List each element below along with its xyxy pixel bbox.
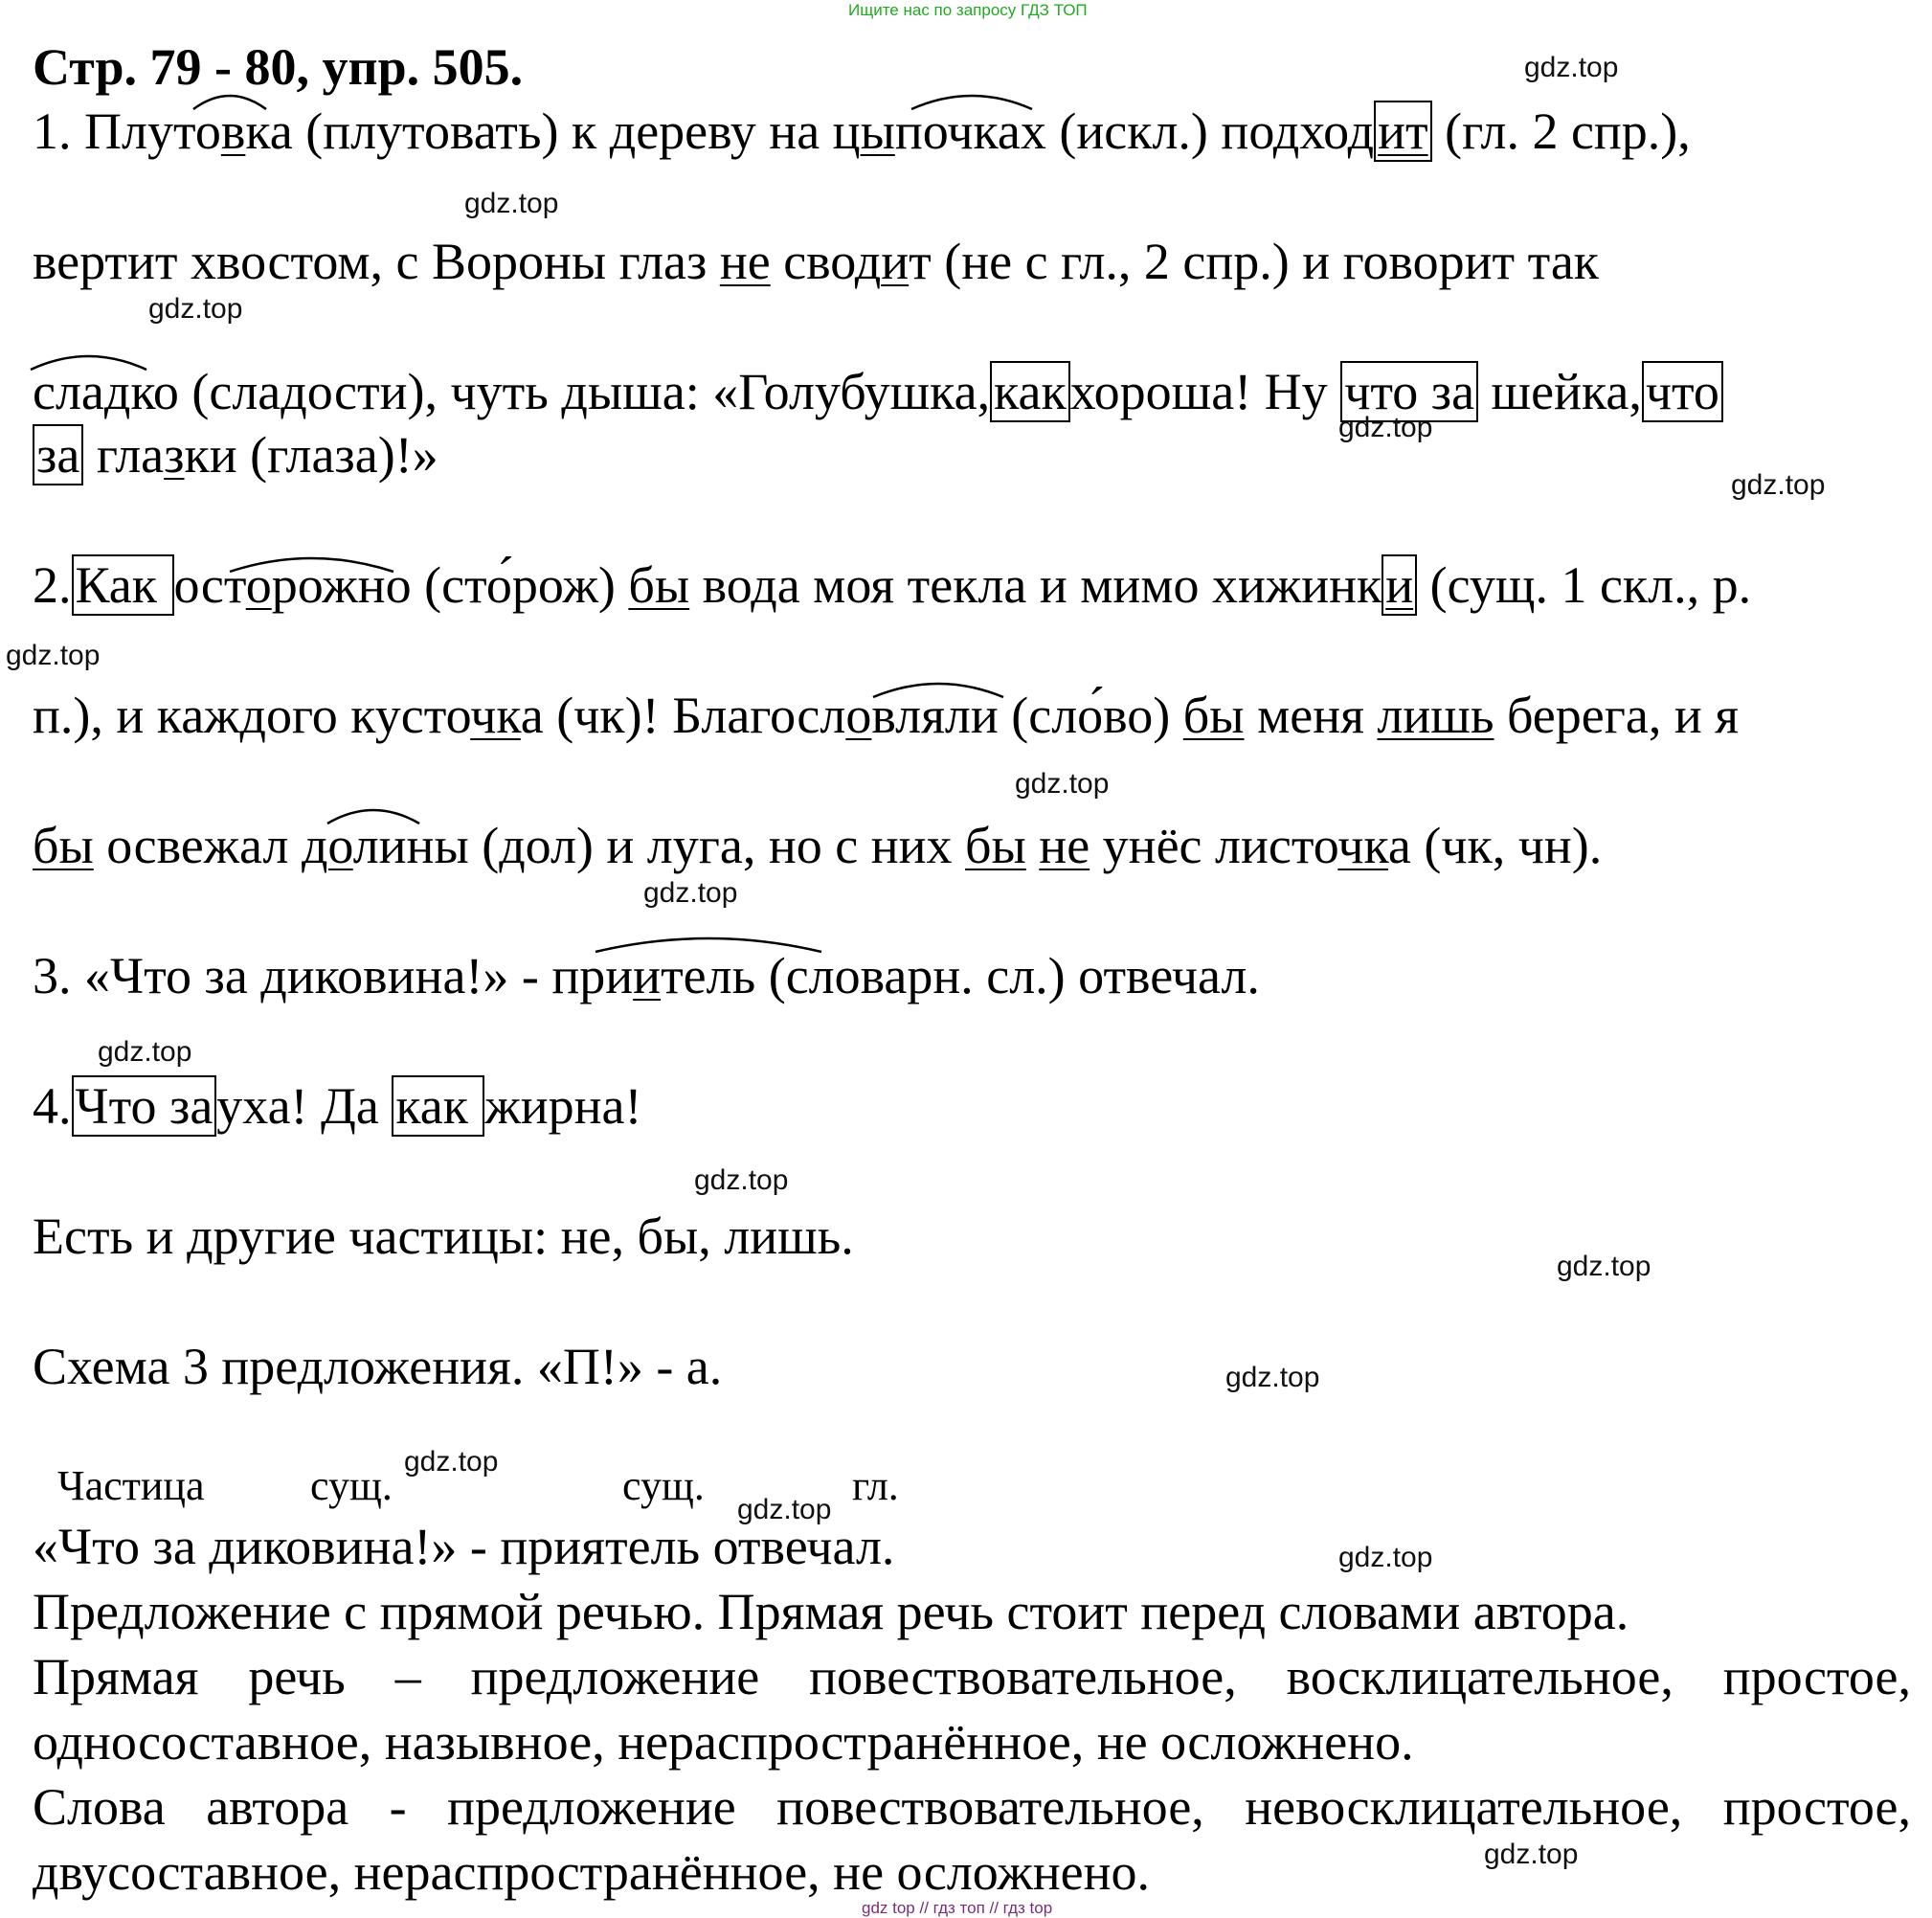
sentence-1-line-3 <box>33 363 1723 420</box>
scheme-label-verb: гл. <box>852 1462 899 1509</box>
watermark: gdz.top <box>98 1036 192 1068</box>
particle-box: что за <box>1340 361 1478 422</box>
text-segment: освежал <box>93 817 302 874</box>
underlined-letter: з <box>164 426 185 484</box>
analysis-line-1: Предложение с прямой речью. Прямая речь стоит перед словами автора. <box>33 1583 1629 1640</box>
underlined-particle: не <box>719 233 771 290</box>
watermark: gdz.top <box>6 640 101 671</box>
watermark: gdz.top <box>1338 412 1433 443</box>
text-segment: а (чк)! Благосл <box>520 687 846 744</box>
page-title: Стр. 79 - 80, упр. 505. <box>33 38 524 96</box>
analysis-line-4: Слова автора - предложение повествовательное, невосклицательное, простое, <box>33 1778 1911 1836</box>
root-arc <box>871 676 1005 699</box>
root-arc <box>29 349 148 372</box>
sentence-1-line-1 <box>33 102 1691 160</box>
scheme-title: Схема 3 предложения. «П!» - а. <box>33 1338 723 1395</box>
underlined-letter: в <box>220 102 246 160</box>
analysis-line-2: Прямая речь – предложение повествовательное, восклицательное, простое, <box>33 1648 1911 1705</box>
top-search-note: Ищите нас по запросу ГДЗ ТОП <box>848 1 1088 19</box>
text-segment: свод <box>770 233 882 290</box>
analysis-line-3: односоставное, назывное, нераспространённое, не осложнено. <box>33 1713 1414 1771</box>
ending-box: и <box>1382 554 1417 616</box>
scheme-label-particle: Частица <box>57 1462 205 1509</box>
text-segment: меня <box>1244 687 1378 744</box>
footer-links: gdz top // гдз топ // гдз top <box>862 1899 1053 1917</box>
text-segment: (сущ. 1 скл., р. <box>1417 556 1752 614</box>
text-segment: ост <box>173 556 246 614</box>
watermark: gdz.top <box>643 877 738 909</box>
sentence-3 <box>33 947 1260 1004</box>
particle-box: как <box>990 361 1070 422</box>
text-segment: ки (глаза)!» <box>184 426 438 484</box>
watermark: gdz.top <box>1524 52 1619 83</box>
watermark: gdz.top <box>148 293 243 325</box>
watermark: gdz.top <box>404 1446 499 1478</box>
watermark: gdz.top <box>694 1164 789 1196</box>
watermark: gdz.top <box>464 188 559 219</box>
text-segment: вода моя текла и мимо хижинк <box>689 556 1382 614</box>
particle-box: как <box>392 1075 484 1137</box>
underlined-particle: не <box>1039 817 1090 874</box>
scheme-label-noun-1: сущ. <box>310 1462 393 1509</box>
text-segment: сла <box>33 363 104 420</box>
text-segment: ко (сладости), чуть дыша: «Голубушка, <box>130 363 991 420</box>
scheme-sentence: «Что за диковина!» - приятель отвечал. <box>33 1518 895 1575</box>
underlined-letter: ы <box>860 102 895 160</box>
other-particles-line: Есть и другие частицы: не, бы, лишь. <box>33 1207 854 1265</box>
root-arc <box>326 802 421 825</box>
text-segment: унёс листо <box>1090 817 1338 874</box>
watermark: gdz.top <box>1015 768 1110 800</box>
underlined-letters: до <box>301 817 353 874</box>
text-segment: 2. <box>33 556 72 614</box>
underlined-letter: д <box>103 363 131 420</box>
watermark: gdz.top <box>1338 1542 1433 1573</box>
watermark: gdz.top <box>1484 1839 1579 1870</box>
sentence-4 <box>33 1077 642 1135</box>
underlined-letter: и <box>881 233 910 290</box>
underlined-letters: чк <box>470 687 521 744</box>
watermark: gdz.top <box>1557 1251 1651 1282</box>
text-segment: почках (искл.) подход <box>894 102 1375 160</box>
particle-box: за <box>33 424 83 485</box>
text-segment: жирна! <box>484 1077 642 1135</box>
text-segment: 4. <box>33 1077 72 1135</box>
watermark: gdz.top <box>737 1494 832 1525</box>
root-arc <box>594 931 823 954</box>
root-arc <box>228 551 395 574</box>
text-segment <box>1026 817 1040 874</box>
text-segment: шейка, <box>1478 363 1642 420</box>
underlined-particle: бы <box>1182 687 1245 744</box>
text-segment: хороша! Ну <box>1069 363 1341 420</box>
underlined-letter: и <box>633 947 662 1004</box>
text-segment: рожно (сто́рож) <box>271 556 629 614</box>
analysis-line-5: двусоставное, нераспространённое, не осложнено. <box>33 1843 1151 1901</box>
text-segment: (гл. 2 спр.), <box>1431 102 1691 160</box>
watermark: gdz.top <box>1225 1362 1320 1393</box>
text-segment: вляли (сло́во) <box>871 687 1183 744</box>
particle-box: что <box>1642 361 1723 422</box>
sentence-2-line-3 <box>33 817 1603 874</box>
root-arc <box>191 88 268 111</box>
text-segment: 1. Плуто <box>33 102 221 160</box>
text-segment: уха! Да <box>216 1077 393 1135</box>
text-segment: 3. «Что за диковина!» - при <box>33 947 634 1004</box>
text-segment: гла <box>83 426 165 484</box>
text-segment: тель (словарн. сл.) отвечал. <box>661 947 1260 1004</box>
scheme-label-noun-2: сущ. <box>622 1462 705 1509</box>
sentence-1-line-2 <box>33 233 1600 290</box>
underlined-letter: о <box>845 687 872 744</box>
text-segment: ка (плутовать) к дереву на ц <box>245 102 861 160</box>
underlined-particle: бы <box>628 556 690 614</box>
text-segment: т (не с гл., 2 спр.) и говорит так <box>909 233 1600 290</box>
particle-box: Как <box>72 554 174 616</box>
underlined-letter: о <box>245 556 272 614</box>
text-segment: берега, и я <box>1494 687 1740 744</box>
ending-box: ит <box>1374 101 1432 162</box>
text-segment: а (чк, чн). <box>1387 817 1603 874</box>
underlined-particle: лишь <box>1377 687 1494 744</box>
sentence-1-line-4 <box>33 426 438 484</box>
text-segment: вертит хвостом, с Вороны глаз <box>33 233 720 290</box>
underlined-letters: чк <box>1337 817 1388 874</box>
text-segment: п.), и каждого кусто <box>33 687 471 744</box>
watermark: gdz.top <box>1731 469 1826 501</box>
text-segment: лины (дол) и луга, но с них <box>352 817 966 874</box>
particle-box: Что за <box>72 1075 217 1137</box>
underlined-particle: бы <box>33 817 94 874</box>
underlined-particle: бы <box>965 817 1026 874</box>
root-arc <box>910 88 1034 111</box>
